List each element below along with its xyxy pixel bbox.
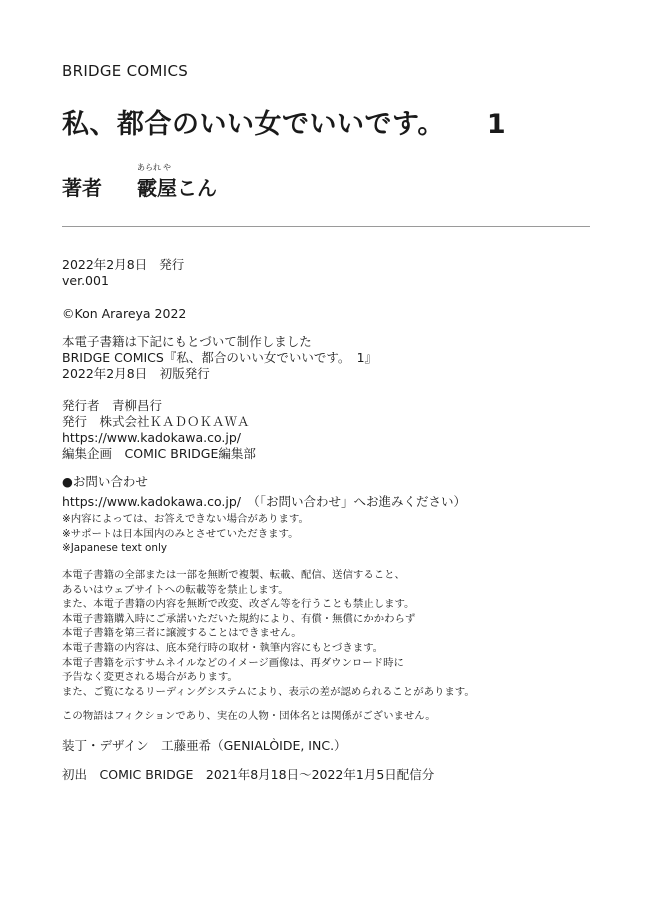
legal-notice <box>62 568 475 699</box>
author-ruby-2: や <box>162 163 171 172</box>
inquiry-note: ※内容によっては、お答えできない場合があります。 <box>62 513 309 525</box>
legal-line: 本電子書籍購入時にご承諾いただいた規約により、有償・無償にかかわらず <box>62 612 416 625</box>
inquiry-url: https://www.kadokawa.co.jp/ （「お問い合わせ」へお進みください） <box>62 494 466 509</box>
fiction-note: この物語はフィクションであり、実在の人物・団体名とは関係がございません。 <box>62 710 436 722</box>
inquiry-note: ※サポートは日本国内のみとさせていただきます。 <box>62 527 299 540</box>
release-version: ver.001 <box>62 273 109 288</box>
source-line-2: BRIDGE COMICS『私、都合のいい女でいいです。 1』 <box>62 350 378 365</box>
source-line-1: 本電子書籍は下記にもとづいて制作しました <box>62 334 312 349</box>
title-text: 私、都合のいい女でいいです。 <box>62 109 445 140</box>
author-name: 霰屋こん <box>136 176 217 200</box>
legal-line: あるいはウェブサイトへの転載等を禁止します。 <box>62 583 289 596</box>
author-name-wrap <box>136 163 217 201</box>
author-role: 著者 <box>62 176 102 200</box>
release-info <box>62 257 184 289</box>
inquiry-note: ※Japanese text only <box>62 542 167 555</box>
legal-line: 予告なく変更される場合があります。 <box>62 671 238 684</box>
legal-line: 本電子書籍の全部または一部を無断で複製、転載、配信、送信すること、 <box>62 569 405 581</box>
legal-line: また、本電子書籍の内容を無断で改変、改ざん等を行うことも禁止します。 <box>62 598 415 611</box>
publisher-company: 発行 株式会社ＫＡＤＯＫＡＷＡ <box>62 414 250 429</box>
release-line <box>62 257 184 273</box>
design-credit: 装丁・デザイン 工藤亜希（GENIALÒIDE, INC.） <box>62 738 347 753</box>
release-label: 発行 <box>159 257 185 272</box>
divider <box>62 226 590 227</box>
copyright: ©Kon Arareya 2022 <box>62 306 187 321</box>
legal-line: 本電子書籍の内容は、底本発行時の取材・執筆内容にもとづきます。 <box>62 641 384 654</box>
publisher-info <box>62 398 256 462</box>
book-title <box>62 102 506 141</box>
legal-line: 本電子書籍を示すサムネイルなどのイメージ画像は、再ダウンロード時に <box>62 656 404 669</box>
source-line-3: 2022年2月8日 初版発行 <box>62 366 210 381</box>
legal-line: 本電子書籍を第三者に譲渡することはできません。 <box>62 627 302 640</box>
author-row <box>62 163 217 201</box>
inquiry-section <box>62 474 466 510</box>
author-ruby-1: あられ <box>136 163 161 172</box>
publisher-issuer: 発行者 青柳昌行 <box>62 398 163 413</box>
legal-line: また、ご覧になるリーディングシステムにより、表示の差が認められることがあります。 <box>62 685 475 698</box>
first-publication: 初出 COMIC BRIDGE 2021年8月18日〜2022年1月5日配信分 <box>62 767 435 782</box>
inquiry-heading: ●お問い合わせ <box>62 474 148 489</box>
imprint-label: BRIDGE COMICS <box>62 62 189 80</box>
publisher-url: https://www.kadokawa.co.jp/ <box>62 430 241 445</box>
volume-number: 1 <box>486 109 507 140</box>
publisher-editorial: 編集企画 COMIC BRIDGE編集部 <box>62 446 256 461</box>
release-date: 2022年2月8日 <box>62 257 148 272</box>
inquiry-notes <box>62 512 309 556</box>
source-info <box>62 334 377 382</box>
